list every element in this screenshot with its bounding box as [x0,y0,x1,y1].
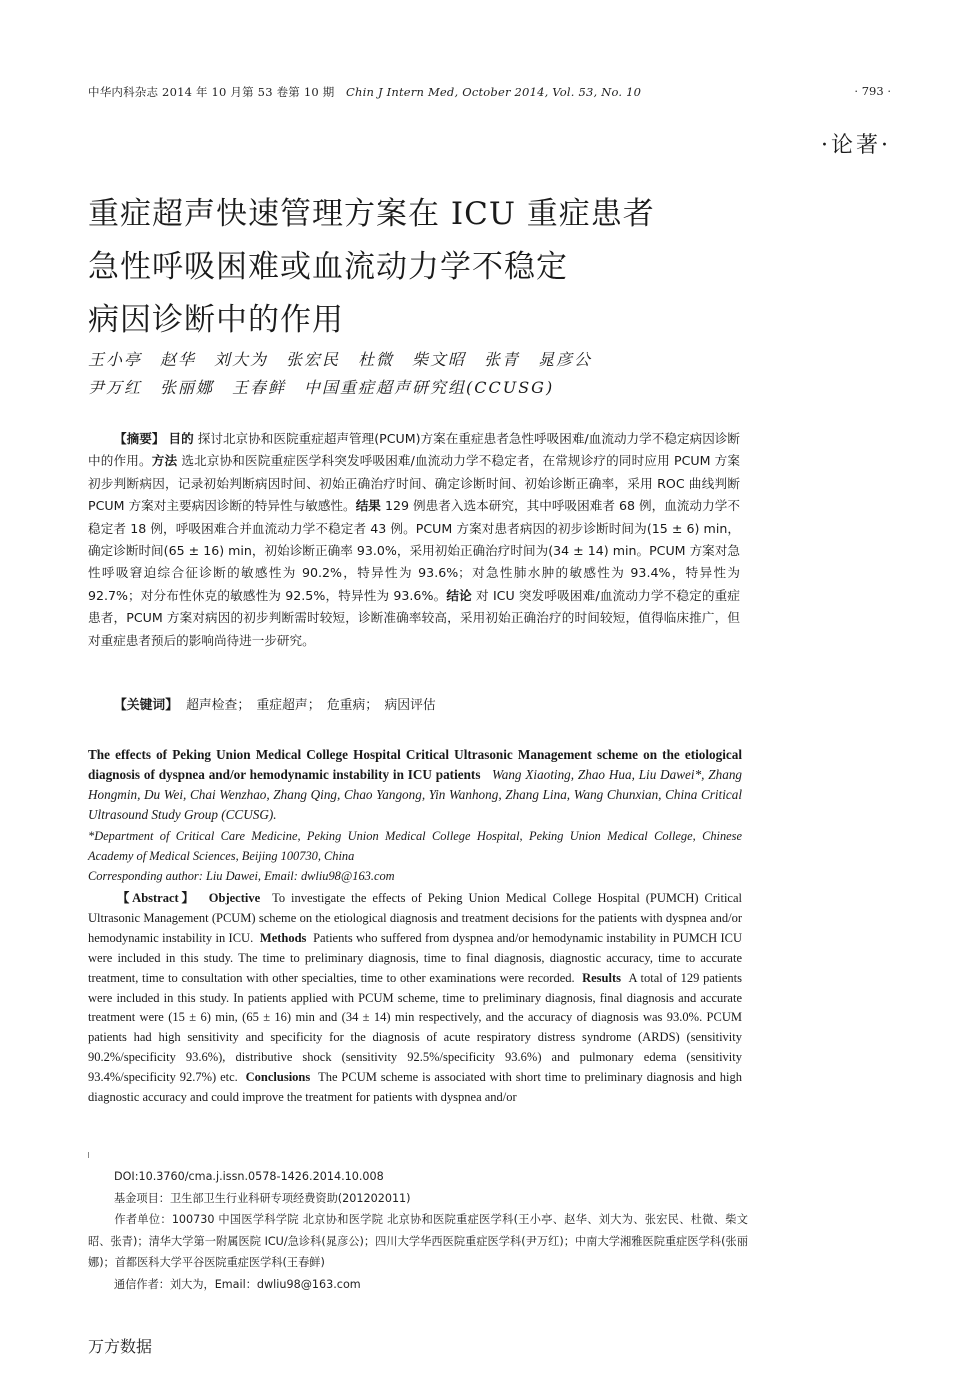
abstract-cn-methods-label: 方法 [151,453,178,469]
english-affiliation [88,826,742,886]
english-title-text: The effects of Peking Union Medical College Hospital Critical Ultrasonic Management scheme on the etiological diagnosis of dyspnea and/or hemodynamic instability in ICU patients [88,747,742,782]
english-title [88,745,742,825]
footnote-affiliation-text: 作者单位：100730 中国医学科学院 北京协和医学院 北京协和医院重症医学科(王小亭、赵华、刘大为、张宏民、杜微、柴文昭、张青)；清华大学第一附属医院 ICU/急诊科(晁彦公)；四川大学华西医院重症医学科(尹万红)；中南大学湘雅医院重症医学科(张丽娜)；首都医科大学平谷医院重症医学科(王春鲜) [88,1213,748,1270]
abstract-cn-conclusion-label: 结论 [446,587,472,603]
footnote-corresponding [88,1274,748,1296]
page-number: · 793 · [854,84,891,98]
abstract-en-methods-label: Methods [259,930,307,945]
abstract-cn-objective-label: 目的 [168,431,194,446]
abstract-en-conclusions: The PCUM scheme is associated with short time to preliminary diagnosis and high diagnostic accuracy and could improve the treatment for patients with dyspnea and/or [88,1070,743,1105]
authors-line-1: 王小亭 赵华 刘大为 张宏民 杜微 柴文昭 张青 晁彦公 [88,350,593,369]
footnote-doi [88,1166,748,1188]
footnote-corresponding-text: 通信作者：刘大为，Email：dwliu98@163.com [114,1277,361,1291]
abstract-en-objective-label: Objective [208,891,261,905]
header-en: Chin J Intern Med, October 2014, Vol. 53, No. 10 [346,85,642,99]
footnote-doi-text: DOI:10.3760/cma.j.issn.0578-1426.2014.10.008 [114,1170,384,1183]
abstract-en-results: A total of 129 patients were included in this study. In patients applied with PCUM scheme, time to preliminary diagnosis, final diagnosis and accurate treatment were (15 ± 6) min, (65 ± 16) min and (34 ± 14) min respectively, and the accuracy of diagnosis was 93.0%. PCUM patients had high sensitivity and specificity for the diagnosis of acute respiratory distress syndrome (ARDS) (sensitivity 90.2%/specificity 93.6%), distributive shock (sensitivity 92.5%/specificity 93.6%) and pulmonary edema (sensitivity 93.4%/specificity 92.7%) etc. [88,970,743,1085]
footnote-fund-text: 基金项目：卫生部卫生行业科研专项经费资助(201202011) [114,1191,411,1205]
abstract-en-results-label: Results [582,970,622,985]
abstract-cn-results-label: 结果 [355,498,381,514]
abstract-en-objective: To investigate the effects of Peking Union Medical College Hospital (PUMCH) Critical Ultrasonic Management (PCUM) scheme on the etiological diagnosis and treatment decisions for the patients with dyspnea and/or hemodynamic instability in ICU. [88,891,742,945]
section-label: ·论著· [821,133,891,158]
abstract-cn-conclusion: 对 ICU 突发呼吸困难/血流动力学不稳定的重症患者，PCUM 方案对病因的初步判断需时较短，诊断准确率较高，采用初始正确治疗的时间较短，值得临床推广，但对重症患者预后的影响尚待进一步研究。 [88,587,741,648]
abstract-en [88,889,742,1108]
english-affiliation-dept: *Department of Critical Care Medicine, Peking Union Medical College Hospital, Peking Union Medical College, Chinese Academy of Medical Sciences, Beijing 100730, China [88,829,742,863]
abstract-cn [88,428,740,652]
journal-header [88,84,641,100]
title-line-3: 病因诊断中的作用 [88,302,344,338]
title-line-2: 急性呼吸困难或血流动力学不稳定 [88,249,568,285]
keywords-cn-text: 超声检查； 重症超声； 危重病； 病因评估 [186,698,436,713]
abstract-cn-objective: 探讨北京协和医院重症超声管理(PCUM)方案在重症患者急性呼吸困难/血流动力学不稳定病因诊断中的作用。 [88,431,741,469]
abstract-en-label: 【Abstract】 [114,891,197,905]
author-list [88,346,868,402]
footnote-affiliation [88,1209,748,1274]
english-corresponding: Corresponding author: Liu Dawei, Email: dwliu98@163.com [88,869,395,883]
authors-line-2: 尹万红 张丽娜 王春鲜 中国重症超声研究组(CCUSG) [88,378,555,397]
footnote-fund [88,1188,748,1210]
abstract-cn-methods: 选北京协和医院重症医学科突发呼吸困难/血流动力学不稳定者，在常规诊疗的同时应用 PCUM 方案初步判断病因，记录初始判断病因时间、初始正确治疗时间、确定诊断时间、初始诊断正确率，采用 ROC 曲线判断 PCUM 方案对主要病因诊断的特异性与敏感性。 [88,453,740,514]
keywords-cn [114,694,754,713]
title-line-1: 重症超声快速管理方案在 ICU 重症患者 [88,196,655,232]
header-cn: 中华内科杂志 2014 年 10 月第 53 卷第 10 期 [88,85,335,99]
watermark-text: 万方数据 [88,1337,153,1356]
keywords-cn-label: 【关键词】 [114,698,178,713]
english-authors: Wang Xiaoting, Zhao Hua, Liu Dawei*, Zhang Hongmin, Du Wei, Chai Wenzhao, Zhang Qing, Chao Yangong, Yin Wanhong, Zhang Lina, Wang Chunxian, China Critical Ultrasound Study Group (CCUSG). [88,767,743,822]
footnotes [88,1166,748,1296]
abstract-en-conclusions-label: Conclusions [245,1070,311,1085]
abstract-en-methods: Patients who suffered from dyspnea and/or hemodynamic instability in PUMCH ICU were included in this study. The time to preliminary diagnosis, time to final diagnosis, diagnostic accuracy, time to accurate treatment, time to consultation with other specialties, time to other examinations were recorded. [88,930,743,985]
abstract-cn-results: 129 例患者入选本研究，其中呼吸困难者 68 例，血流动力学不稳定者 18 例，呼吸困难合并血流动力学不稳定者 43 例。PCUM 方案对患者病因的初步诊断时间为(15 ± 6) min，确定诊断时间(65 ± 16) min，初始诊断正确率 93.0%，采用初始正确治疗时间为(34 ± 14) min。PCUM 方案对急性呼吸窘迫综合征诊断的敏感性为 90.2%，特异性为 93.6%；对急性肺水肿的敏感性为 93.4%，特异性为 92.7%；对分布性休克的敏感性为 92.5%，特异性为 93.6%。 [88,498,740,603]
footnote-rule [88,1152,89,1158]
abstract-cn-label: 【摘要】 [114,431,165,446]
article-title [88,188,808,347]
